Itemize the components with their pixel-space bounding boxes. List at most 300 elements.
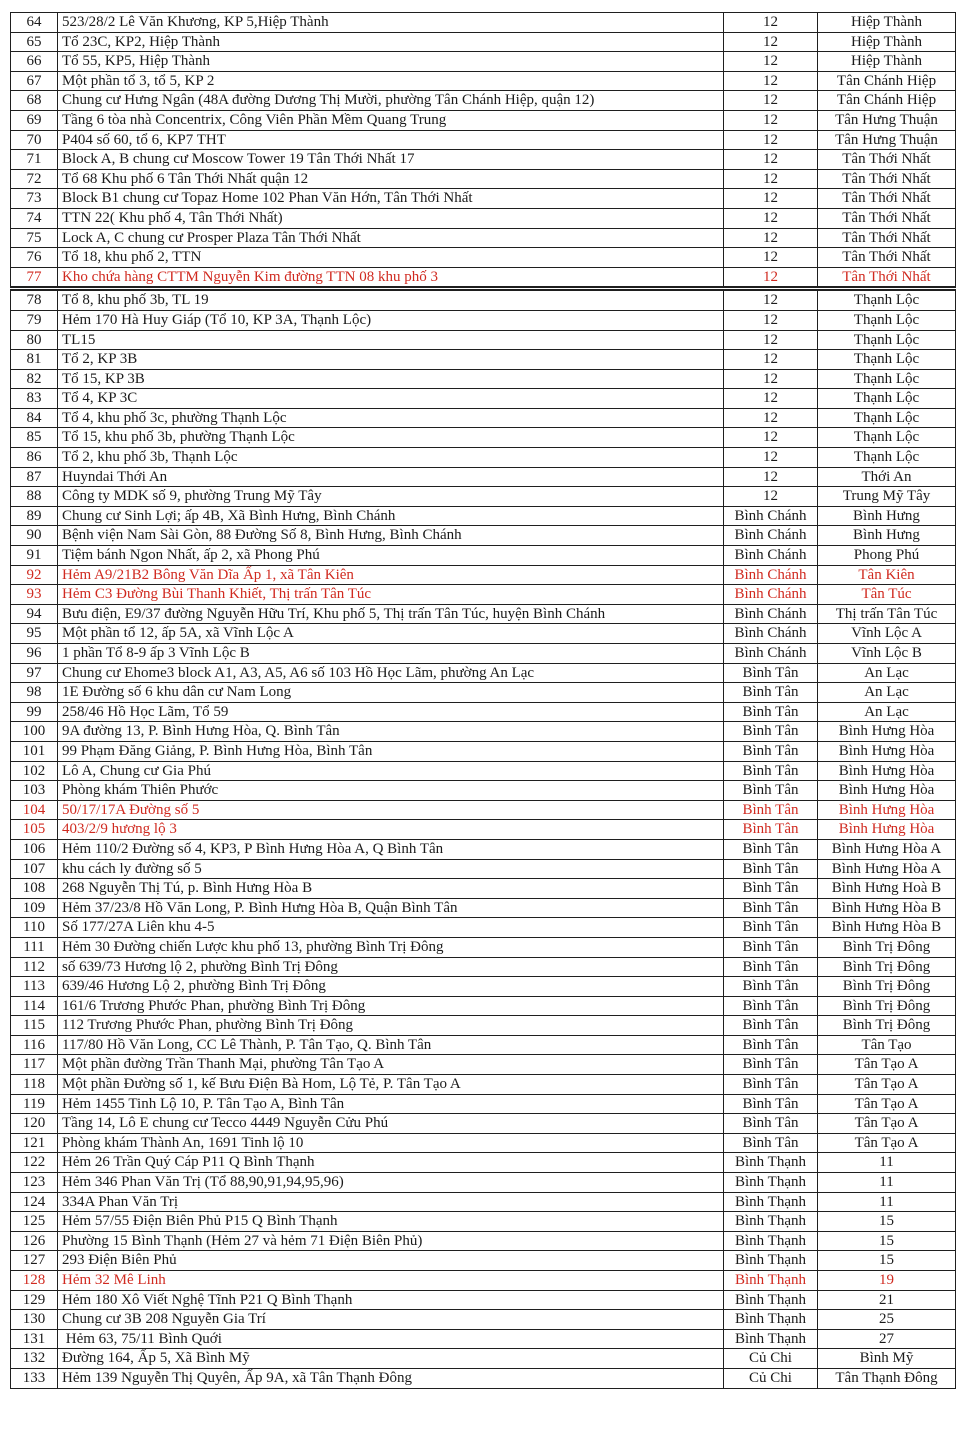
district-cell: Bình Tân (724, 1114, 818, 1134)
ward-cell: Bình Trị Đông (818, 996, 956, 1016)
row-number-cell: 101 (11, 741, 58, 761)
ward-cell: Tân Tạo A (818, 1114, 956, 1134)
row-number-cell: 90 (11, 526, 58, 546)
row-number-cell: 123 (11, 1173, 58, 1193)
address-cell: khu cách ly đường số 5 (58, 859, 724, 879)
ward-cell: Bình Hưng Hòa B (818, 918, 956, 938)
row-number-cell: 130 (11, 1310, 58, 1330)
table-row (11, 1153, 956, 1173)
address-cell: Phòng khám Thiên Phước (58, 781, 724, 801)
table-row (11, 228, 956, 248)
address-cell: 161/6 Trương Phước Phan, phường Bình Trị Đông (58, 996, 724, 1016)
ward-cell: Tân Tạo A (818, 1094, 956, 1114)
district-cell: 12 (724, 52, 818, 72)
table-row (11, 408, 956, 428)
ward-cell: Vĩnh Lộc A (818, 624, 956, 644)
table-row (11, 1271, 956, 1291)
row-number-cell: 71 (11, 150, 58, 170)
row-number-cell: 106 (11, 839, 58, 859)
district-cell: Bình Tân (724, 996, 818, 1016)
address-cell: 639/46 Hương Lộ 2, phường Bình Trị Đông (58, 977, 724, 997)
ward-cell: Bình Hưng Hoà B (818, 879, 956, 899)
address-cell: Tổ 23C, KP2, Hiệp Thành (58, 32, 724, 52)
ward-cell: Bình Trị Đông (818, 937, 956, 957)
address-cell: Một phần đường Trần Thanh Mại, phường Tân Tạo A (58, 1055, 724, 1075)
table-row (11, 189, 956, 209)
address-cell: Một phần Đường số 1, kế Bưu Điện Bà Hom, Lộ Tẻ, P. Tân Tạo A (58, 1075, 724, 1095)
district-cell: Bình Tân (724, 898, 818, 918)
row-number-cell: 122 (11, 1153, 58, 1173)
address-cell: 9A đường 13, P. Bình Hưng Hòa, Q. Bình Tân (58, 722, 724, 742)
row-number-cell: 73 (11, 189, 58, 209)
row-number-cell: 72 (11, 169, 58, 189)
ward-cell: Hiệp Thành (818, 52, 956, 72)
address-cell: TTN 22( Khu phố 4, Tân Thới Nhất) (58, 208, 724, 228)
address-cell: 1E Đường số 6 khu dân cư Nam Long (58, 683, 724, 703)
district-cell: Bình Thạnh (724, 1153, 818, 1173)
row-number-cell: 78 (11, 289, 58, 311)
table-row (11, 546, 956, 566)
address-cell: Tổ 2, khu phố 3b, Thạnh Lộc (58, 448, 724, 468)
row-number-cell: 80 (11, 330, 58, 350)
address-cell: TL15 (58, 330, 724, 350)
ward-cell: Tân Thạnh Đông (818, 1368, 956, 1388)
ward-cell: Tân Kiên (818, 565, 956, 585)
row-number-cell: 100 (11, 722, 58, 742)
district-cell: Bình Tân (724, 977, 818, 997)
table-row (11, 702, 956, 722)
row-number-cell: 67 (11, 71, 58, 91)
row-number-cell: 107 (11, 859, 58, 879)
ward-cell: Tân Chánh Hiệp (818, 71, 956, 91)
ward-cell: Tân Tạo A (818, 1133, 956, 1153)
district-cell: 12 (724, 350, 818, 370)
address-cell: 258/46 Hồ Học Lãm, Tổ 59 (58, 702, 724, 722)
district-cell: Bình Chánh (724, 644, 818, 664)
address-cell: 268 Nguyễn Thị Tú, p. Bình Hưng Hòa B (58, 879, 724, 899)
district-cell: 12 (724, 330, 818, 350)
district-cell: Bình Tân (724, 683, 818, 703)
table-row (11, 1075, 956, 1095)
ward-cell: Tân Tạo A (818, 1075, 956, 1095)
table-row (11, 898, 956, 918)
ward-cell: Tân Hưng Thuận (818, 110, 956, 130)
address-cell: Hẻm 57/55 Điện Biên Phủ P15 Q Bình Thạnh (58, 1212, 724, 1232)
row-number-cell: 66 (11, 52, 58, 72)
ward-cell: Tân Thới Nhất (818, 208, 956, 228)
table-row (11, 467, 956, 487)
district-cell: Bình Thạnh (724, 1192, 818, 1212)
row-number-cell: 133 (11, 1368, 58, 1388)
row-number-cell: 88 (11, 487, 58, 507)
table-row (11, 761, 956, 781)
district-cell: Bình Chánh (724, 585, 818, 605)
table-row (11, 1133, 956, 1153)
address-cell: Công ty MDK số 9, phường Trung Mỹ Tây (58, 487, 724, 507)
ward-cell: Bình Trị Đông (818, 1016, 956, 1036)
ward-cell: Thạnh Lộc (818, 289, 956, 311)
address-cell: Một phần tổ 12, ấp 5A, xã Vĩnh Lộc A (58, 624, 724, 644)
address-cell: Tổ 4, khu phố 3c, phường Thạnh Lộc (58, 408, 724, 428)
district-cell: 12 (724, 248, 818, 268)
table-row (11, 957, 956, 977)
address-cell: 50/17/17A Đường số 5 (58, 800, 724, 820)
ward-cell: 25 (818, 1310, 956, 1330)
district-cell: Bình Thạnh (724, 1271, 818, 1291)
district-cell: Củ Chi (724, 1368, 818, 1388)
address-cell: Chung cư Ehome3 block A1, A3, A5, A6 số 103 Hồ Học Lãm, phường An Lạc (58, 663, 724, 683)
table-row (11, 1290, 956, 1310)
table-row (11, 330, 956, 350)
table-row (11, 310, 956, 330)
district-cell: Bình Tân (724, 820, 818, 840)
ward-cell: Bình Hưng Hòa A (818, 839, 956, 859)
address-cell: Chung cư Hưng Ngân (48A đường Dương Thị Mười, phường Tân Chánh Hiệp, quận 12) (58, 91, 724, 111)
address-cell: P404 số 60, tổ 6, KP7 THT (58, 130, 724, 150)
address-cell: Hẻm 37/23/8 Hồ Văn Long, P. Bình Hưng Hòa B, Quận Bình Tân (58, 898, 724, 918)
district-cell: Bình Thạnh (724, 1251, 818, 1271)
address-cell: 1 phần Tổ 8-9 ấp 3 Vĩnh Lộc B (58, 644, 724, 664)
table-row (11, 722, 956, 742)
table-row (11, 1212, 956, 1232)
row-number-cell: 99 (11, 702, 58, 722)
district-cell: Bình Tân (724, 937, 818, 957)
ward-cell: 11 (818, 1173, 956, 1193)
address-cell: Tầng 6 tòa nhà Concentrix, Công Viên Phần Mềm Quang Trung (58, 110, 724, 130)
address-cell: Hẻm 1455 Tinh Lộ 10, P. Tân Tạo A, Bình Tân (58, 1094, 724, 1114)
district-cell: Bình Tân (724, 1094, 818, 1114)
district-cell: 12 (724, 369, 818, 389)
district-cell: Bình Thạnh (724, 1329, 818, 1349)
address-cell: Hẻm 32 Mê Linh (58, 1271, 724, 1291)
address-cell: 523/28/2 Lê Văn Khương, KP 5,Hiệp Thành (58, 13, 724, 33)
row-number-cell: 95 (11, 624, 58, 644)
address-cell: 112 Trương Phước Phan, phường Bình Trị Đông (58, 1016, 724, 1036)
district-cell: Bình Tân (724, 741, 818, 761)
ward-cell: 15 (818, 1231, 956, 1251)
table-row (11, 800, 956, 820)
table-row (11, 918, 956, 938)
address-cell: Số 177/27A Liên khu 4-5 (58, 918, 724, 938)
district-cell: Bình Tân (724, 761, 818, 781)
row-number-cell: 129 (11, 1290, 58, 1310)
row-number-cell: 92 (11, 565, 58, 585)
row-number-cell: 116 (11, 1035, 58, 1055)
row-number-cell: 108 (11, 879, 58, 899)
district-cell: Bình Tân (724, 781, 818, 801)
row-number-cell: 118 (11, 1075, 58, 1095)
row-number-cell: 131 (11, 1329, 58, 1349)
table-row (11, 448, 956, 468)
district-cell: Bình Tân (724, 800, 818, 820)
ward-cell: Phong Phú (818, 546, 956, 566)
district-cell: 12 (724, 467, 818, 487)
table-row (11, 1329, 956, 1349)
ward-cell: Thạnh Lộc (818, 428, 956, 448)
district-cell: 12 (724, 150, 818, 170)
row-number-cell: 113 (11, 977, 58, 997)
table-row (11, 487, 956, 507)
row-number-cell: 112 (11, 957, 58, 977)
ward-cell: Thị trấn Tân Túc (818, 604, 956, 624)
ward-cell: Bình Hưng (818, 526, 956, 546)
row-number-cell: 104 (11, 800, 58, 820)
row-number-cell: 111 (11, 937, 58, 957)
row-number-cell: 96 (11, 644, 58, 664)
district-cell: Bình Chánh (724, 604, 818, 624)
row-number-cell: 128 (11, 1271, 58, 1291)
table-row (11, 248, 956, 268)
address-cell: Tổ 15, khu phố 3b, phường Thạnh Lộc (58, 428, 724, 448)
district-cell: Bình Chánh (724, 624, 818, 644)
table-row (11, 741, 956, 761)
address-cell: Hẻm A9/21B2 Bông Văn Dĩa Ấp 1, xã Tân Kiên (58, 565, 724, 585)
row-number-cell: 97 (11, 663, 58, 683)
ward-cell: Bình Hưng Hòa (818, 741, 956, 761)
address-cell: Phòng khám Thành An, 1691 Tinh lộ 10 (58, 1133, 724, 1153)
row-number-cell: 109 (11, 898, 58, 918)
address-cell: Chung cư 3B 208 Nguyễn Gia Trí (58, 1310, 724, 1330)
table-row (11, 585, 956, 605)
address-cell: Kho chứa hàng CTTM Nguyễn Kim đường TTN 08 khu phố 3 (58, 267, 724, 289)
table-row (11, 1173, 956, 1193)
ward-cell: Tân Hưng Thuận (818, 130, 956, 150)
ward-cell: Tân Túc (818, 585, 956, 605)
district-cell: Bình Chánh (724, 546, 818, 566)
table-row (11, 839, 956, 859)
district-cell: 12 (724, 189, 818, 209)
table-row (11, 937, 956, 957)
ward-cell: Thạnh Lộc (818, 310, 956, 330)
row-number-cell: 105 (11, 820, 58, 840)
district-cell: Bình Thạnh (724, 1290, 818, 1310)
district-cell: 12 (724, 130, 818, 150)
address-cell: Tổ 8, khu phố 3b, TL 19 (58, 289, 724, 311)
table-row (11, 1035, 956, 1055)
table-row (11, 1016, 956, 1036)
table-row (11, 428, 956, 448)
ward-cell: Vĩnh Lộc B (818, 644, 956, 664)
district-cell: Bình Tân (724, 859, 818, 879)
district-cell: Bình Chánh (724, 526, 818, 546)
address-cell: 117/80 Hồ Văn Long, CC Lê Thành, P. Tân Tạo, Q. Bình Tân (58, 1035, 724, 1055)
address-cell: Một phần tổ 3, tổ 5, KP 2 (58, 71, 724, 91)
address-cell: Tổ 68 Khu phố 6 Tân Thới Nhất quận 12 (58, 169, 724, 189)
table-row (11, 977, 956, 997)
district-cell: Củ Chi (724, 1349, 818, 1369)
ward-cell: 27 (818, 1329, 956, 1349)
table-row (11, 1192, 956, 1212)
ward-cell: Tân Thới Nhất (818, 248, 956, 268)
ward-cell: An Lạc (818, 663, 956, 683)
table-row (11, 130, 956, 150)
table-row (11, 1310, 956, 1330)
row-number-cell: 81 (11, 350, 58, 370)
row-number-cell: 102 (11, 761, 58, 781)
district-cell: 12 (724, 110, 818, 130)
address-cell: Hẻm 110/2 Đường số 4, KP3, P Bình Hưng Hòa A, Q Bình Tân (58, 839, 724, 859)
address-table (10, 12, 956, 1389)
ward-cell: Hiệp Thành (818, 32, 956, 52)
ward-cell: Bình Hưng (818, 506, 956, 526)
ward-cell: Bình Hưng Hòa A (818, 859, 956, 879)
district-cell: Bình Tân (724, 702, 818, 722)
row-number-cell: 83 (11, 389, 58, 409)
row-number-cell: 79 (11, 310, 58, 330)
address-cell: Tiệm bánh Ngon Nhất, ấp 2, xã Phong Phú (58, 546, 724, 566)
table-row (11, 1094, 956, 1114)
row-number-cell: 70 (11, 130, 58, 150)
row-number-cell: 121 (11, 1133, 58, 1153)
ward-cell: Bình Hưng Hòa B (818, 898, 956, 918)
table-row (11, 110, 956, 130)
district-cell: Bình Tân (724, 957, 818, 977)
ward-cell: Bình Hưng Hòa (818, 820, 956, 840)
address-cell: 403/2/9 hương lộ 3 (58, 820, 724, 840)
ward-cell: 19 (818, 1271, 956, 1291)
row-number-cell: 103 (11, 781, 58, 801)
address-cell: Tổ 4, KP 3C (58, 389, 724, 409)
address-cell: Hẻm C3 Đường Bùi Thanh Khiết, Thị trấn Tân Túc (58, 585, 724, 605)
row-number-cell: 94 (11, 604, 58, 624)
table-row (11, 91, 956, 111)
row-number-cell: 98 (11, 683, 58, 703)
address-cell: Huyndai Thới An (58, 467, 724, 487)
address-cell: Đường 164, Ấp 5, Xã Bình Mỹ (58, 1349, 724, 1369)
table-row (11, 71, 956, 91)
district-cell: Bình Tân (724, 918, 818, 938)
table-row (11, 1231, 956, 1251)
row-number-cell: 84 (11, 408, 58, 428)
address-cell: Tầng 14, Lô E chung cư Tecco 4449 Nguyễn Cửu Phú (58, 1114, 724, 1134)
ward-cell: 11 (818, 1192, 956, 1212)
district-cell: Bình Tân (724, 1055, 818, 1075)
address-cell: Phường 15 Bình Thạnh (Hẻm 27 và hẻm 71 Điện Biên Phủ) (58, 1231, 724, 1251)
district-cell: 12 (724, 389, 818, 409)
district-cell: 12 (724, 448, 818, 468)
district-cell: 12 (724, 267, 818, 289)
ward-cell: An Lạc (818, 683, 956, 703)
row-number-cell: 127 (11, 1251, 58, 1271)
ward-cell: Tân Thới Nhất (818, 267, 956, 289)
district-cell: Bình Thạnh (724, 1173, 818, 1193)
row-number-cell: 85 (11, 428, 58, 448)
district-cell: Bình Thạnh (724, 1310, 818, 1330)
district-cell: 12 (724, 91, 818, 111)
ward-cell: Tân Thới Nhất (818, 169, 956, 189)
address-cell: Bệnh viện Nam Sài Gòn, 88 Đường Số 8, Bình Hưng, Bình Chánh (58, 526, 724, 546)
table-row (11, 604, 956, 624)
table-row (11, 208, 956, 228)
address-cell: Hẻm 170 Hà Huy Giáp (Tổ 10, KP 3A, Thạnh Lộc) (58, 310, 724, 330)
row-number-cell: 89 (11, 506, 58, 526)
row-number-cell: 124 (11, 1192, 58, 1212)
table-row (11, 32, 956, 52)
address-cell: Hẻm 346 Phan Văn Trị (Tổ 88,90,91,94,95,96) (58, 1173, 724, 1193)
row-number-cell: 77 (11, 267, 58, 289)
table-row (11, 52, 956, 72)
address-cell: Hẻm 26 Trần Quý Cáp P11 Q Bình Thạnh (58, 1153, 724, 1173)
table-row (11, 859, 956, 879)
address-cell: Lô A, Chung cư Gia Phú (58, 761, 724, 781)
ward-cell: 15 (818, 1251, 956, 1271)
ward-cell: Thạnh Lộc (818, 408, 956, 428)
district-cell: Bình Tân (724, 1075, 818, 1095)
row-number-cell: 86 (11, 448, 58, 468)
table-row (11, 996, 956, 1016)
row-number-cell: 74 (11, 208, 58, 228)
table-row (11, 1055, 956, 1075)
table-row (11, 565, 956, 585)
ward-cell: 11 (818, 1153, 956, 1173)
address-cell: số 639/73 Hương lộ 2, phường Bình Trị Đông (58, 957, 724, 977)
table-row (11, 624, 956, 644)
row-number-cell: 87 (11, 467, 58, 487)
table-row (11, 267, 956, 289)
table-row (11, 13, 956, 33)
district-cell: 12 (724, 71, 818, 91)
district-cell: Bình Tân (724, 1016, 818, 1036)
row-number-cell: 68 (11, 91, 58, 111)
table-row (11, 1251, 956, 1271)
row-number-cell: 126 (11, 1231, 58, 1251)
row-number-cell: 117 (11, 1055, 58, 1075)
district-cell: 12 (724, 289, 818, 311)
row-number-cell: 114 (11, 996, 58, 1016)
row-number-cell: 120 (11, 1114, 58, 1134)
address-cell: Chung cư Sinh Lợi; ấp 4B, Xã Bình Hưng, Bình Chánh (58, 506, 724, 526)
ward-cell: Thới An (818, 467, 956, 487)
row-number-cell: 75 (11, 228, 58, 248)
district-cell: 12 (724, 32, 818, 52)
district-cell: Bình Chánh (724, 506, 818, 526)
address-cell: Tổ 15, KP 3B (58, 369, 724, 389)
ward-cell: Thạnh Lộc (818, 389, 956, 409)
table-row (11, 1114, 956, 1134)
address-cell: Hẻm 63, 75/11 Bình Quới (58, 1329, 724, 1349)
district-cell: Bình Tân (724, 1133, 818, 1153)
address-cell: Bưu điện, E9/37 đường Nguyễn Hữu Trí, Khu phố 5, Thị trấn Tân Túc, huyện Bình Chánh (58, 604, 724, 624)
ward-cell: Bình Mỹ (818, 1349, 956, 1369)
ward-cell: Tân Thới Nhất (818, 189, 956, 209)
table-row (11, 1368, 956, 1388)
ward-cell: Tân Thới Nhất (818, 150, 956, 170)
row-number-cell: 115 (11, 1016, 58, 1036)
ward-cell: Tân Tạo (818, 1035, 956, 1055)
ward-cell: 21 (818, 1290, 956, 1310)
ward-cell: Bình Hưng Hòa (818, 722, 956, 742)
ward-cell: Bình Trị Đông (818, 977, 956, 997)
table-row (11, 879, 956, 899)
ward-cell: Bình Trị Đông (818, 957, 956, 977)
ward-cell: Tân Thới Nhất (818, 228, 956, 248)
address-cell: Tổ 2, KP 3B (58, 350, 724, 370)
ward-cell: Thạnh Lộc (818, 448, 956, 468)
table-row (11, 506, 956, 526)
address-cell: Hẻm 139 Nguyễn Thị Quyên, Ấp 9A, xã Tân Thạnh Đông (58, 1368, 724, 1388)
address-cell: Lock A, C chung cư Prosper Plaza Tân Thới Nhất (58, 228, 724, 248)
row-number-cell: 69 (11, 110, 58, 130)
table-row (11, 683, 956, 703)
district-cell: 12 (724, 208, 818, 228)
ward-cell: Thạnh Lộc (818, 350, 956, 370)
table-row (11, 350, 956, 370)
address-cell: 99 Phạm Đăng Giảng, P. Bình Hưng Hòa, Bình Tân (58, 741, 724, 761)
table-row (11, 150, 956, 170)
ward-cell: Hiệp Thành (818, 13, 956, 33)
district-cell: 12 (724, 310, 818, 330)
table-row (11, 820, 956, 840)
